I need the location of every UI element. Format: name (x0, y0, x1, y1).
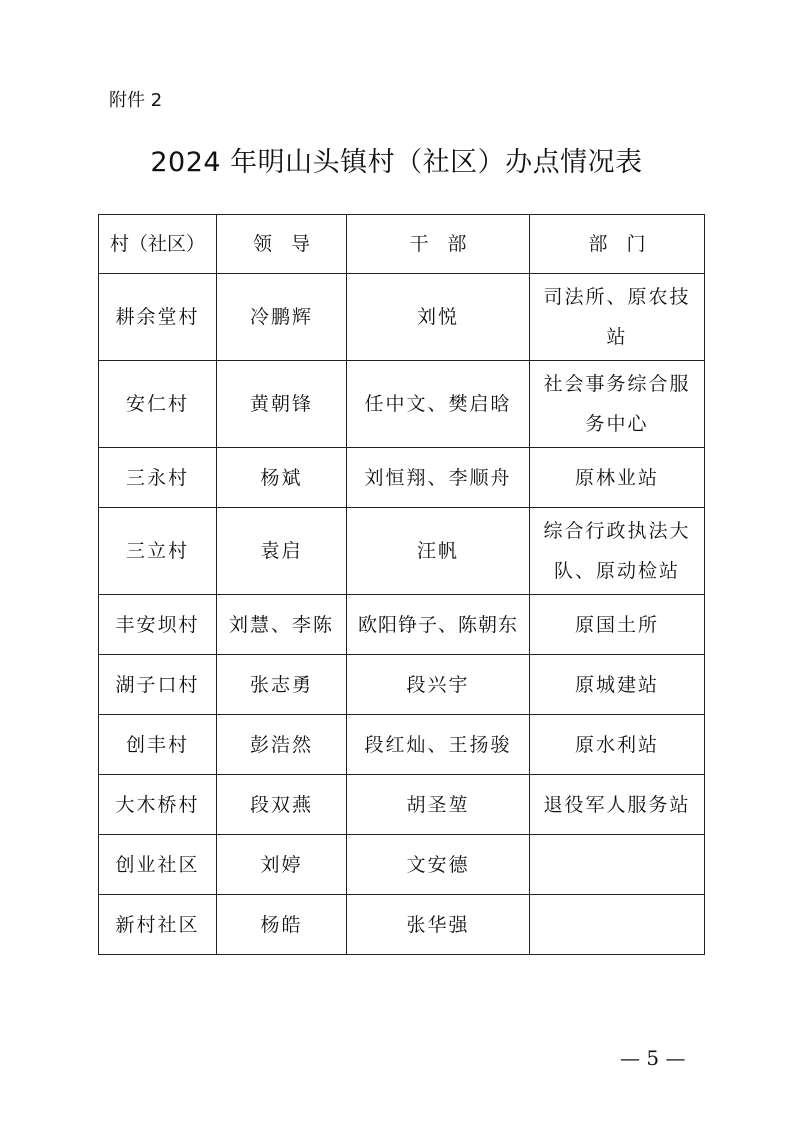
leader-cell: 刘婷 (217, 835, 347, 895)
page-number: — 5 — (620, 1046, 686, 1070)
leader-cell: 彭浩然 (217, 715, 347, 775)
table-row (99, 835, 705, 895)
leader-cell: 杨皓 (217, 895, 347, 955)
department-cell (530, 835, 705, 895)
department-cell: 综合行政执法大队、原动检站 (530, 508, 705, 595)
column-header-village: 村（社区） (99, 215, 217, 274)
department-cell: 原林业站 (530, 448, 705, 508)
table-row (99, 595, 705, 655)
department-cell (530, 895, 705, 955)
document-title: 2024 年明山头镇村（社区）办点情况表 (150, 147, 643, 178)
table-row (99, 448, 705, 508)
cadre-cell: 任中文、樊启晗 (347, 361, 530, 448)
village-cell: 安仁村 (99, 361, 217, 448)
village-cell: 耕余堂村 (99, 274, 217, 361)
village-cell: 大木桥村 (99, 775, 217, 835)
table-header-row (99, 215, 705, 274)
village-cell: 丰安坝村 (99, 595, 217, 655)
village-cell: 三立村 (99, 508, 217, 595)
cadre-cell: 文安德 (347, 835, 530, 895)
column-header-department: 部 门 (530, 215, 705, 274)
cadre-cell: 段红灿、王扬骏 (347, 715, 530, 775)
cadre-cell: 汪帆 (347, 508, 530, 595)
village-cell: 三永村 (99, 448, 217, 508)
table-row (99, 775, 705, 835)
leader-cell: 段双燕 (217, 775, 347, 835)
column-header-cadre: 干 部 (347, 215, 530, 274)
department-cell: 社会事务综合服务中心 (530, 361, 705, 448)
table-row (99, 274, 705, 361)
department-cell: 原国土所 (530, 595, 705, 655)
department-cell: 原城建站 (530, 655, 705, 715)
cadre-cell: 刘悦 (347, 274, 530, 361)
table-row (99, 655, 705, 715)
cadre-cell: 刘恒翔、李顺舟 (347, 448, 530, 508)
cadre-cell: 段兴宇 (347, 655, 530, 715)
column-header-leader: 领 导 (217, 215, 347, 274)
leader-cell: 袁启 (217, 508, 347, 595)
village-cell: 创丰村 (99, 715, 217, 775)
table-row (99, 508, 705, 595)
table-row (99, 715, 705, 775)
village-cell: 湖子口村 (99, 655, 217, 715)
attachment-label: 附件 2 (109, 90, 163, 111)
table-row (99, 361, 705, 448)
leader-cell: 冷鹏辉 (217, 274, 347, 361)
village-cell: 创业社区 (99, 835, 217, 895)
village-cell: 新村社区 (99, 895, 217, 955)
leader-cell: 黄朝锋 (217, 361, 347, 448)
department-cell: 退役军人服务站 (530, 775, 705, 835)
department-cell: 司法所、原农技站 (530, 274, 705, 361)
department-cell: 原水利站 (530, 715, 705, 775)
assignment-table (98, 214, 705, 955)
cadre-cell: 张华强 (347, 895, 530, 955)
cadre-cell: 胡圣堃 (347, 775, 530, 835)
cadre-cell: 欧阳铮子、陈朝东 (347, 595, 530, 655)
leader-cell: 杨斌 (217, 448, 347, 508)
leader-cell: 刘慧、李陈 (217, 595, 347, 655)
leader-cell: 张志勇 (217, 655, 347, 715)
table-row (99, 895, 705, 955)
